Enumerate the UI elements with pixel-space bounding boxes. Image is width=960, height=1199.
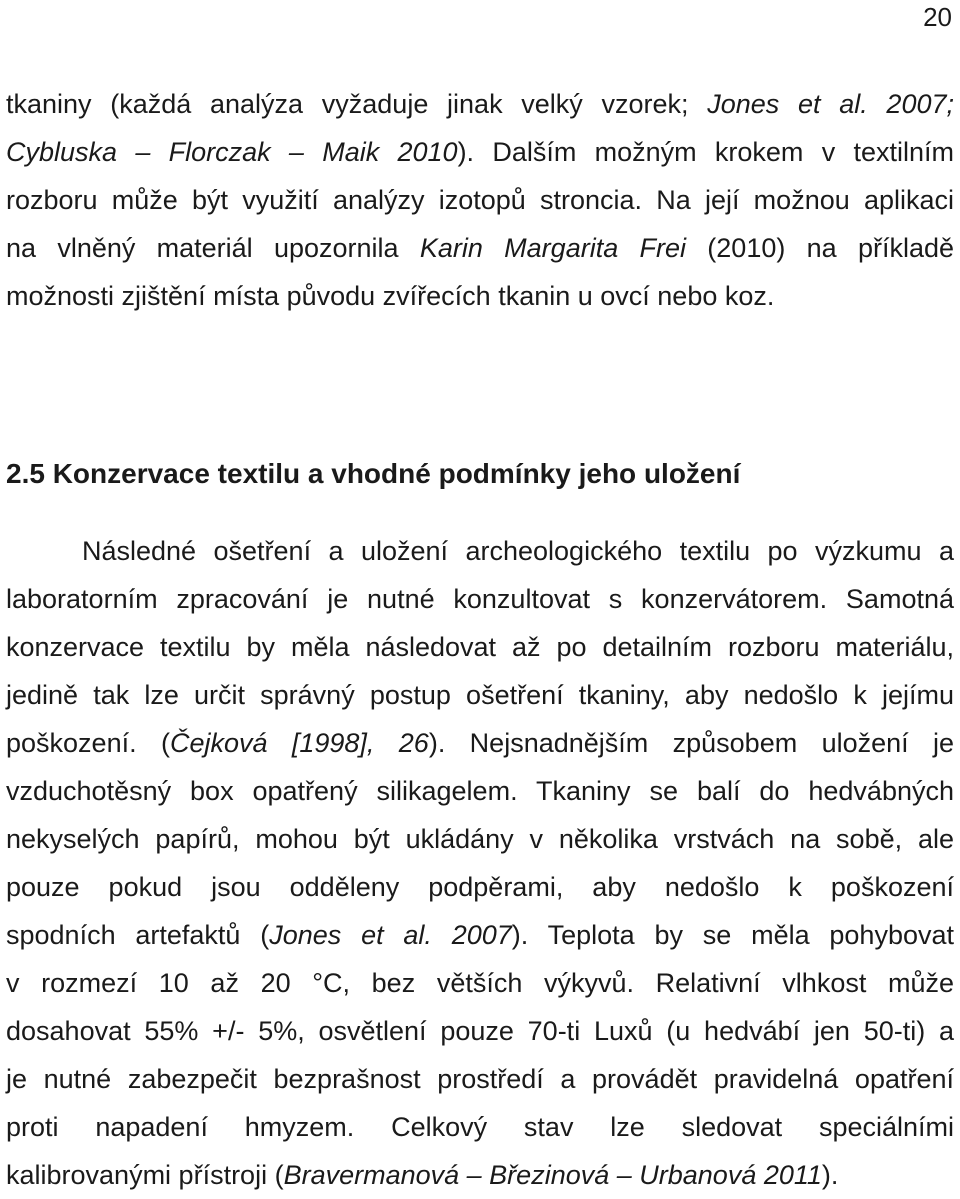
text-line: tkaniny (každá analýza vyžaduje jinak velký vzorek; Jones et al. 2007; bbox=[6, 89, 955, 119]
paragraph bbox=[6, 80, 954, 320]
text-line: nekyselých papírů, mohou být ukládány v několika vrstvách na sobě, ale bbox=[6, 824, 954, 854]
paragraph bbox=[6, 527, 954, 1199]
citation: Jones et al. 2007 bbox=[269, 920, 512, 950]
text-line: je nutné zabezpečit bezprašnost prostředí a provádět pravidelná opatření bbox=[6, 1064, 954, 1094]
citation: Čejková [1998], 26 bbox=[169, 728, 429, 758]
citation: Bravermanová – Březinová – Urbanová 2011 bbox=[283, 1160, 822, 1190]
citation: Jones et al. 2007; bbox=[707, 89, 955, 119]
text-line: pouze pokud jsou odděleny podpěrami, aby nedošlo k poškození bbox=[6, 872, 954, 902]
text-line: konzervace textilu by měla následovat až po detailním rozboru materiálu, bbox=[6, 632, 954, 662]
text-line: na vlněný materiál upozornila Karin Margarita Frei (2010) na příkladě bbox=[6, 233, 955, 263]
page-number: 20 bbox=[923, 2, 952, 32]
text-line: kalibrovanými přístroji (Bravermanová – Březinová – Urbanová 2011). bbox=[6, 1160, 839, 1190]
text-line: jedině tak lze určit správný postup ošetření tkaniny, aby nedošlo k jejímu bbox=[6, 680, 954, 710]
text-line: laboratorním zpracování je nutné konzultovat s konzervátorem. Samotná bbox=[6, 584, 954, 614]
citation: Karin Margarita Frei bbox=[419, 233, 687, 263]
citation: Cybluska – Florczak – Maik 2010 bbox=[6, 137, 458, 167]
text-line: spodních artefaktů (Jones et al. 2007). Teplota by se měla pohybovat bbox=[6, 920, 954, 950]
text-line: Cybluska – Florczak – Maik 2010). Dalším možným krokem v textilním bbox=[6, 137, 955, 167]
text-line: možnosti zjištění místa původu zvířecích tkanin u ovcí nebo koz. bbox=[6, 281, 775, 311]
text-line: dosahovat 55% +/- 5%, osvětlení pouze 70-ti Luxů (u hedvábí jen 50-ti) a bbox=[6, 1016, 954, 1046]
text-line: proti napadení hmyzem. Celkový stav lze sledovat speciálními bbox=[6, 1112, 954, 1142]
text-line: poškození. (Čejková [1998], 26). Nejsnadnějším způsobem uložení je bbox=[6, 728, 955, 758]
text-line: Následné ošetření a uložení archeologického textilu po výzkumu a bbox=[82, 536, 954, 566]
text-line: rozboru může být využití analýzy izotopů stroncia. Na její možnou aplikaci bbox=[6, 185, 954, 215]
text-line: v rozmezí 10 až 20 °C, bez větších výkyvů. Relativní vlhkost může bbox=[6, 968, 954, 998]
section-heading: 2.5 Konzervace textilu a vhodné podmínky jeho uložení bbox=[6, 458, 741, 489]
text-line: vzduchotěsný box opatřený silikagelem. Tkaniny se balí do hedvábných bbox=[6, 776, 954, 806]
